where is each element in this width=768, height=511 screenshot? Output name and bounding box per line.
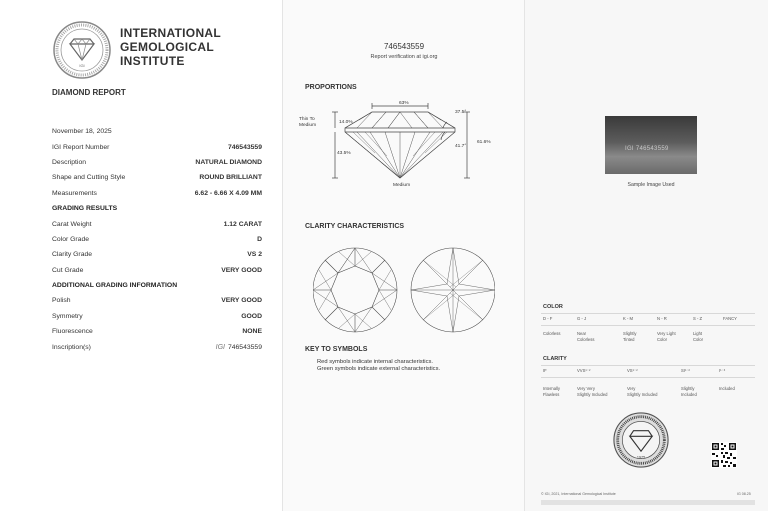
table-percent: 63% (399, 101, 409, 106)
svg-text:1975: 1975 (636, 455, 646, 460)
form-code: IG 08.25 (737, 492, 751, 496)
sample-and-scales-panel: IGI 746543559 Sample Image Used COLOR D - F G - J K - M N - R S - Z FANCY Colorless Near Colorless Slightly Tinted Very Light Color Light Color CLARITY IF VVS¹⁻² VS¹⁻² SI¹⁻² I¹⁻³ Internally Flawless Very Very Slightly Included Very Slightly Included Slightly Included Included 1975 © IGI, 2021, International Gemological Institute IG 08.25 (524, 0, 768, 511)
sample-image (605, 116, 697, 174)
field-row: Carat Weight 1.12 CARAT (52, 220, 262, 228)
pavilion-angle: 41.7° (455, 144, 467, 149)
report-fields (52, 124, 262, 355)
field-row: Cut Grade VERY GOOD (52, 266, 262, 274)
report-details-panel (0, 0, 282, 511)
igi-seal-logo (52, 20, 112, 80)
crown-angle: 37.5° (455, 110, 467, 115)
field-row: Description NATURAL DIAMOND (52, 158, 262, 166)
verification-text: Report verification at igi.org (370, 54, 438, 60)
sample-inscription: IGI 746543559 (625, 146, 669, 152)
key-green-text: Green symbols indicate external characteristics. (317, 366, 441, 372)
report-title: DIAMOND REPORT (52, 88, 126, 97)
key-red-text: Red symbols indicate internal characteristics. (317, 359, 433, 365)
field-row: IGI Report Number 746543559 (52, 143, 262, 151)
key-to-symbols-heading: KEY TO SYMBOLS (305, 346, 368, 353)
field-row: Fluorescence NONE (52, 328, 262, 336)
field-row: Shape and Cutting Style ROUND BRILLIANT (52, 174, 262, 182)
field-row: Polish VERY GOOD (52, 297, 262, 305)
igi-hologram-seal (613, 412, 669, 468)
report-date: November 18, 2025 (52, 128, 112, 136)
grading-results-heading: GRADING RESULTS (52, 205, 118, 213)
crown-view-diagram (313, 248, 397, 332)
qr-code[interactable] (711, 442, 737, 468)
proportions-heading: PROPORTIONS (305, 84, 357, 91)
culet-label: Medium (393, 183, 411, 188)
copyright-text: © IGI, 2021, International Gemological Institute (541, 492, 616, 496)
additional-info-heading: ADDITIONAL GRADING INFORMATION (52, 282, 178, 290)
clarity-characteristics-heading: CLARITY CHARACTERISTICS (305, 223, 405, 230)
field-row: Color Grade D (52, 235, 262, 243)
diagrams-panel (282, 0, 524, 511)
field-row: Measurements 6.62 - 6.66 X 4.09 MM (52, 189, 262, 197)
institute-name: INTERNATIONAL GEMOLOGICAL INSTITUTE (120, 26, 222, 68)
girdle-label: Thin To Medium (299, 117, 317, 128)
color-scale-title: COLOR (543, 304, 563, 310)
pavilion-depth: 43.5% (337, 151, 351, 156)
verification-number: 746543559 (383, 42, 425, 51)
field-row: Clarity Grade VS 2 (52, 251, 262, 259)
field-row: Inscription(s) IGI 746543559 (52, 343, 262, 351)
sample-caption: Sample Image Used (627, 182, 675, 188)
crown-height: 14.0% (339, 120, 353, 125)
clarity-plot-diagram (313, 246, 495, 334)
total-depth: 61.6% (477, 140, 491, 145)
inscription-value: IGI 746543559 (215, 343, 262, 351)
report-number-value: 746543559 (227, 143, 262, 151)
field-row: Symmetry GOOD (52, 312, 262, 320)
clarity-scale-title: CLARITY (543, 356, 567, 362)
pavilion-view-diagram (411, 248, 495, 332)
footer-bar (541, 500, 755, 505)
svg-text:IGI: IGI (79, 63, 85, 68)
